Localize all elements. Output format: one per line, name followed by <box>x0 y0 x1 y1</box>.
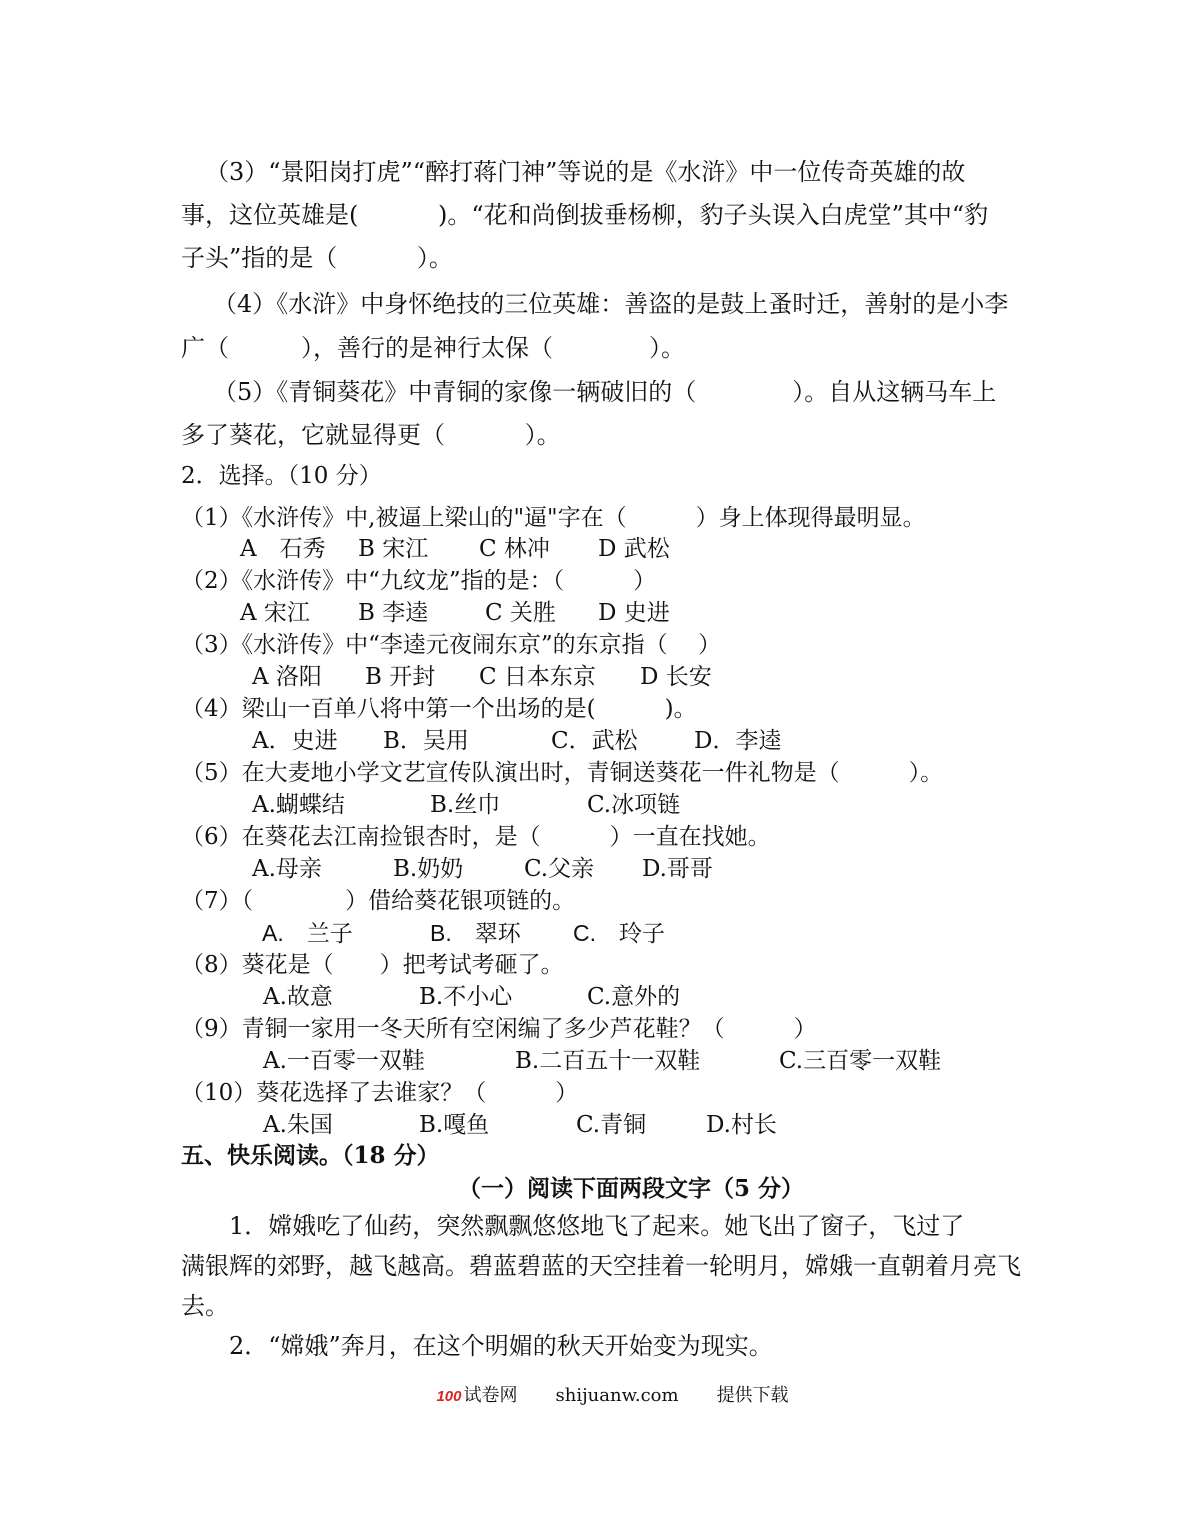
choice-question: （10）葵花选择了去谁家？（ ） <box>181 1080 579 1106</box>
choice-option: B．吴用 <box>383 728 469 754</box>
choice-option: D 史进 <box>598 600 670 626</box>
q4-line2: 广（ ），善行的是神行太保（ ）。 <box>181 334 685 362</box>
reading-p1-line1: 1．嫦娥吃了仙药，突然飘飘悠悠地飞了起来。她飞出了窗子，飞过了 <box>229 1212 965 1240</box>
footer-domain[interactable]: shijuanw.com <box>555 1385 679 1406</box>
choice-option: C.青铜 <box>576 1112 647 1138</box>
choice-question: （4）梁山一百单八将中第一个出场的是( )。 <box>181 696 697 722</box>
footer-site-name: 试卷网 <box>463 1385 518 1406</box>
choice-option: B 宋江 <box>358 536 429 562</box>
choice-option: A.蝴蝶结 <box>252 792 345 818</box>
reading-subheading: （一）阅读下面两段文字（5 分） <box>458 1175 805 1202</box>
q3-line1: （3）“景阳岗打虎”“醉打蒋门神”等说的是《水浒》中一位传奇英雄的故 <box>205 158 966 186</box>
choice-question: （1）《水浒传》中,被逼上梁山的"逼"字在（ ）身上体现得最明显。 <box>181 505 926 531</box>
choice-question: （5）在大麦地小学文艺宣传队演出时，青铜送葵花一件礼物是（ ）。 <box>181 760 944 786</box>
reading-p2: 2．“嫦娥”奔月，在这个明媚的秋天开始变为现实。 <box>229 1332 773 1360</box>
choice-option: C 关胜 <box>485 600 556 626</box>
choice-option: D 长安 <box>640 664 712 690</box>
choice-question: （9）青铜一家用一冬天所有空闲编了多少芦花鞋？（ ） <box>181 1016 817 1042</box>
section2-heading: 2．选择。（10 分） <box>181 463 382 489</box>
choice-option: A 洛阳 <box>252 664 322 690</box>
choice-option: C.三百零一双鞋 <box>779 1048 942 1074</box>
q4-line1: （4）《水浒》中身怀绝技的三位英雄：善盗的是鼓上蚤时迁，善射的是小李 <box>213 290 1009 318</box>
choice-option: A.朱国 <box>263 1112 333 1138</box>
choice-option: D.哥哥 <box>642 856 713 882</box>
choice-option: D．李逵 <box>694 728 782 754</box>
site-logo-icon: 100 <box>436 1388 462 1405</box>
choice-option: C.冰项链 <box>587 792 681 818</box>
choice-question: （8）葵花是（ ）把考试考砸了。 <box>181 952 564 978</box>
q3-line3: 子头”指的是（ ）。 <box>181 244 453 272</box>
choice-option: B 开封 <box>365 664 436 690</box>
q5-line2: 多了葵花，它就显得更（ ）。 <box>181 421 561 449</box>
choice-option: B.奶奶 <box>393 856 464 882</box>
choice-option: C. 玲子 <box>573 920 665 946</box>
choice-option: C.意外的 <box>587 984 681 1010</box>
choice-option: C.父亲 <box>524 856 595 882</box>
footer-note: 提供下载 <box>716 1385 789 1406</box>
choice-option: A.故意 <box>263 984 333 1010</box>
choice-option: B. 翠环 <box>430 920 521 946</box>
choice-option: B 李逵 <box>358 600 429 626</box>
footer <box>425 1369 789 1405</box>
choice-option: A.母亲 <box>252 856 322 882</box>
choice-question: （3）《水浒传》中“李逵元夜闹东京”的东京指（ ） <box>181 632 721 658</box>
reading-p1-line2: 满银辉的郊野，越飞越高。碧蓝碧蓝的天空挂着一轮明月，嫦娥一直朝着月亮飞 <box>181 1252 1021 1280</box>
reading-p1-line3: 去。 <box>181 1292 229 1320</box>
choice-option: B.不小心 <box>419 984 513 1010</box>
choice-option: A. 兰子 <box>262 920 353 946</box>
choice-option: A 石秀 <box>240 536 326 562</box>
choice-option: B.嘎鱼 <box>419 1112 490 1138</box>
choice-option: C 日本东京 <box>479 664 596 690</box>
choice-option: A 宋江 <box>240 600 310 626</box>
choice-option: D.村长 <box>706 1112 777 1138</box>
q3-line2: 事，这位英雄是( )。“花和尚倒拔垂杨柳，豹子头误入白虎堂”其中“豹 <box>181 201 989 229</box>
choice-option: D 武松 <box>598 536 670 562</box>
choice-option: B.丝巾 <box>430 792 501 818</box>
choice-option: C 林冲 <box>479 536 550 562</box>
choice-question: （2）《水浒传》中“九纹龙”指的是：（ ） <box>181 568 657 594</box>
choice-option: C．武松 <box>551 728 638 754</box>
choice-option: B.二百五十一双鞋 <box>515 1048 701 1074</box>
choice-option: A.一百零一双鞋 <box>263 1048 425 1074</box>
q5-line1: （5）《青铜葵花》中青铜的家像一辆破旧的（ ）。自从这辆马车上 <box>213 378 997 406</box>
choice-question: （7）（ ）借给葵花银项链的。 <box>181 888 576 914</box>
choice-option: A．史进 <box>252 728 338 754</box>
choice-question: （6）在葵花去江南捡银杏时，是（ ）一直在找她。 <box>181 824 771 850</box>
section5-heading: 五、快乐阅读。（18 分） <box>181 1142 440 1169</box>
